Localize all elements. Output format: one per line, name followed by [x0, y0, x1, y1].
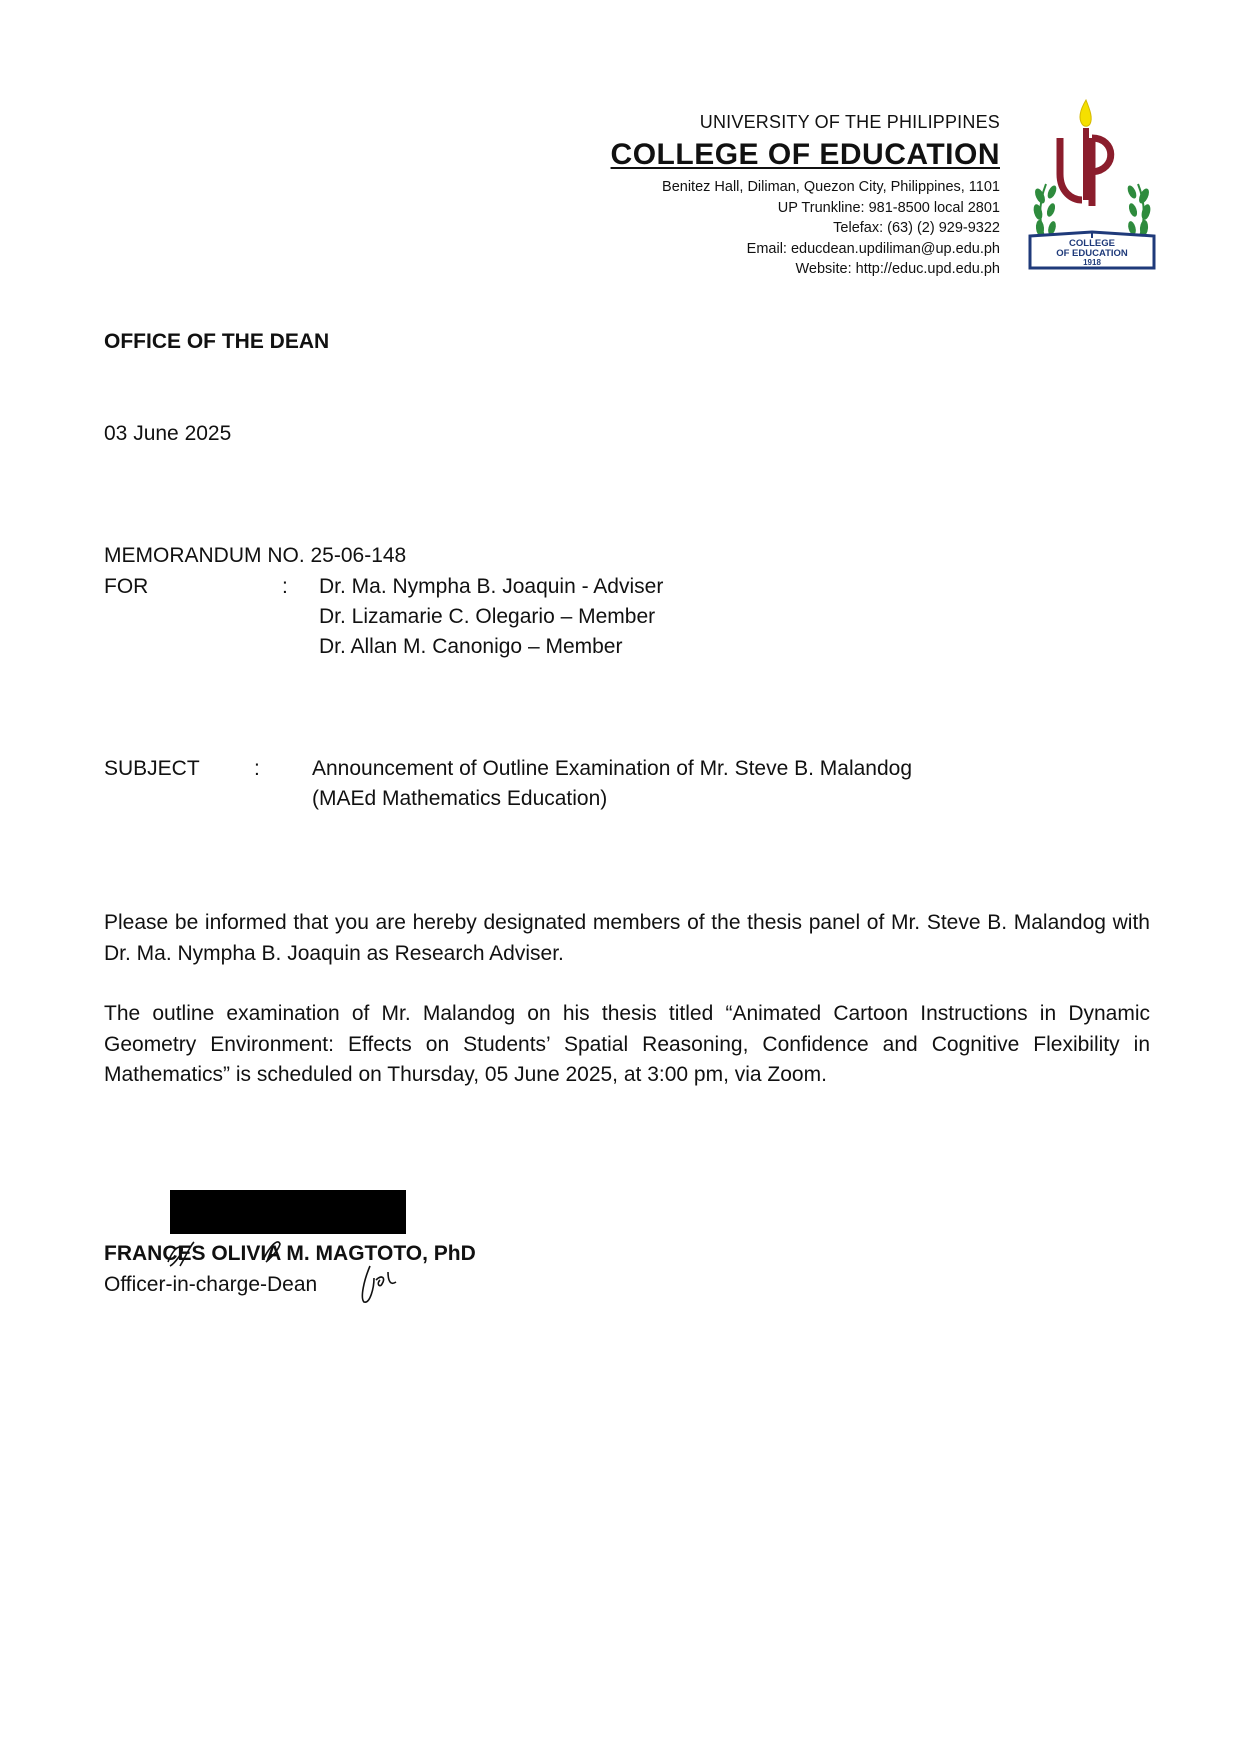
memo-number: MEMORANDUM NO. 25-06-148 — [104, 544, 407, 567]
college-name: COLLEGE OF EDUCATION — [610, 138, 1000, 171]
body-paragraph: The outline examination of Mr. Malandog on his thesis titled “Animated Cartoon Instructions in Dynamic Geometry Environment: Effects on Students’ Spatial Reasoning, Confidence and Cognitive Flexibility in Mathematics” is scheduled on Thursday, 05 June 2025, at 3:00 pm, via Zoom. — [104, 1002, 1150, 1086]
address-line: Benitez Hall, Diliman, Quezon City, Philippines, 1101 — [662, 179, 1000, 195]
email-line: Email: educdean.updiliman@up.edu.ph — [746, 240, 1000, 257]
subject-colon: : — [254, 757, 260, 780]
body-paragraph: Please be informed that you are hereby designated members of the thesis panel of Mr. Steve B. Malandog with Dr. Ma. Nympha B. Joaquin as Research Adviser. — [104, 911, 1150, 965]
contact-block — [662, 177, 1000, 280]
recipient-member: Dr. Allan M. Canonigo – Member — [319, 635, 623, 658]
website-line: Website: http://educ.upd.edu.ph — [795, 261, 1000, 277]
seal-text-college: COLLEGE — [1069, 238, 1115, 249]
recipient-member: Dr. Lizamarie C. Olegario – Member — [319, 605, 656, 628]
memo-date: 03 June 2025 — [104, 422, 232, 445]
college-seal-logo — [1026, 96, 1158, 276]
telefax-line: Telefax: (63) (2) 929-9322 — [833, 220, 1000, 236]
signatory-title: Officer-in-charge-Dean — [104, 1273, 318, 1296]
handwritten-signature — [160, 1222, 410, 1312]
signatory-name: FRANCES OLIVIA M. MAGTOTO, PhD — [104, 1242, 476, 1265]
recipient-adviser: Dr. Ma. Nympha B. Joaquin - Adviser — [319, 575, 664, 598]
for-colon: : — [282, 575, 288, 598]
university-name: UNIVERSITY OF THE PHILIPPINES — [699, 112, 1000, 132]
seal-text-year: 1918 — [1083, 258, 1101, 267]
subject-program: (MAEd Mathematics Education) — [312, 787, 608, 810]
subject-label: SUBJECT — [104, 757, 200, 780]
subject-text: Announcement of Outline Examination of Mr. Steve B. Malandog — [312, 757, 913, 780]
office-heading: OFFICE OF THE DEAN — [104, 330, 330, 353]
trunkline-line: UP Trunkline: 981-8500 local 2801 — [777, 199, 1000, 216]
seal-text-education: OF EDUCATION — [1056, 248, 1128, 259]
for-label: FOR — [104, 575, 149, 598]
